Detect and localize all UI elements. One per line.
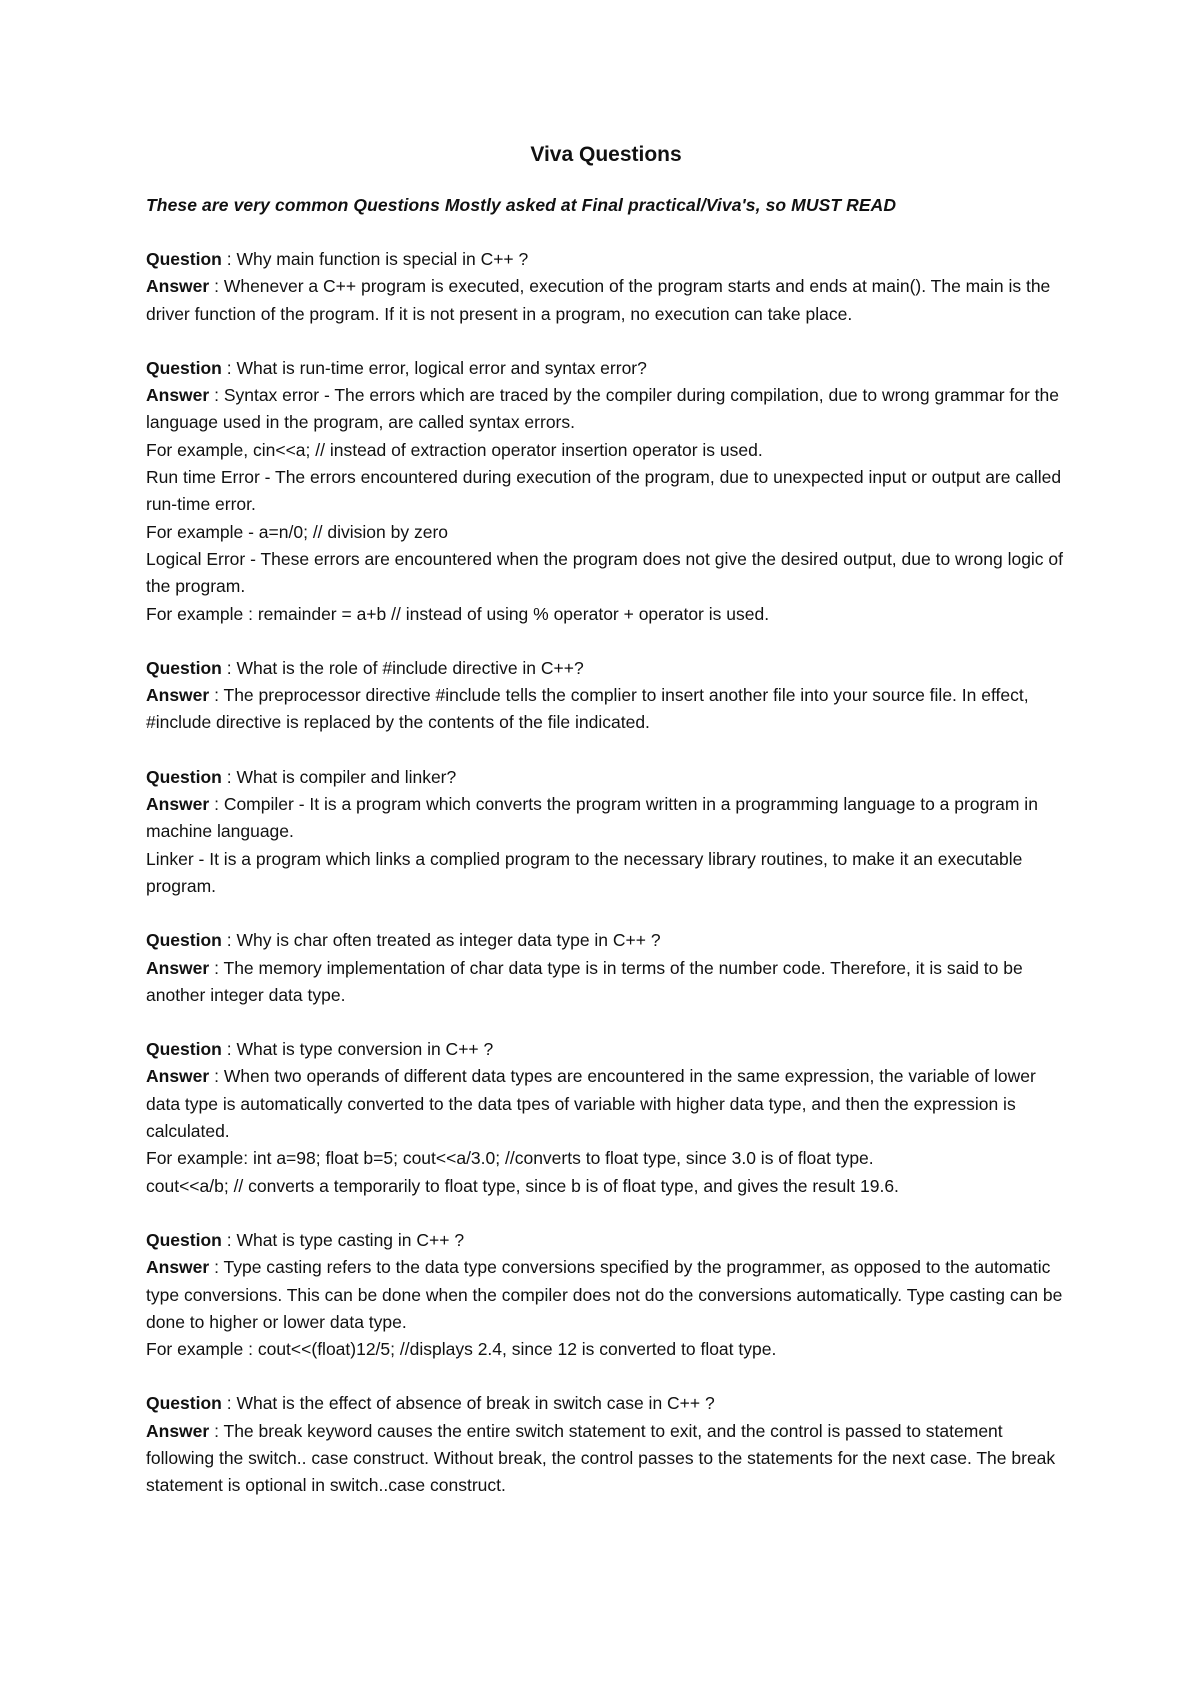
answer-label: Answer — [146, 685, 210, 706]
answer-separator: : — [209, 794, 224, 815]
answer-text: The preprocessor directive #include tells the complier to insert another file into your source file. In effect, #include directive is replaced by the contents of the file indicated. — [146, 685, 1029, 733]
qa-block — [146, 655, 1066, 737]
answer-continuation — [146, 546, 1066, 601]
question-separator: : — [221, 1039, 237, 1060]
question-text: What is the effect of absence of break in switch case in C++ ? — [236, 1393, 715, 1414]
question-line — [146, 1036, 1066, 1063]
answer-line — [146, 1063, 1066, 1145]
question-label: Question — [146, 766, 222, 787]
answer-label: Answer — [146, 1066, 210, 1087]
answer-text: When two operands of different data types are encountered in the same expression, the variable of lower data type is automatically converted to the data tpes of variable with higher data type, and then the expression is calculated. — [146, 1066, 1036, 1142]
document-page — [146, 140, 1066, 1500]
qa-block — [146, 927, 1066, 1009]
question-label: Question — [146, 249, 222, 269]
question-text: What is type conversion in C++ ? — [236, 1039, 494, 1060]
question-label: Question — [146, 1229, 222, 1250]
answer-separator: : — [209, 276, 224, 297]
answer-label: Answer — [146, 276, 210, 297]
answer-text: For example : cout<<(float)12/5; //displays 2.4, since 12 is converted to float type. — [146, 1339, 777, 1360]
qa-block — [146, 1390, 1066, 1499]
question-line — [146, 1390, 1066, 1417]
answer-continuation — [146, 1173, 1066, 1200]
question-text: Why is char often treated as integer data type in C++ ? — [236, 930, 661, 951]
answer-text: Run time Error - The errors encountered during execution of the program, due to unexpected input or output are called run-time error. — [146, 467, 1062, 515]
answer-text: The break keyword causes the entire switch statement to exit, and the control is passed to statement following the switch.. case construct. Without break, the control passes to the statements for the next case. The break statement is optional in switch..case construct. — [146, 1420, 1056, 1496]
answer-text: The memory implementation of char data type is in terms of the number code. Therefore, it is said to be another integer data type. — [146, 957, 1023, 1005]
question-line — [146, 355, 1066, 382]
answer-text: Type casting refers to the data type conversions specified by the programmer, as opposed to the automatic type conversions. This can be done when the compiler does not do the conversions automatically. Type casting can be done to higher or lower data type. — [146, 1257, 1063, 1332]
question-line — [146, 927, 1066, 954]
answer-text: Syntax error - The errors which are traced by the compiler during compilation, due to wrong grammar for the language used in the program, are called syntax errors. — [146, 385, 1059, 433]
answer-text: Linker - It is a program which links a complied program to the necessary library routines, to make it an executable program. — [146, 848, 1023, 896]
question-text: What is compiler and linker? — [236, 766, 457, 787]
question-label: Question — [146, 930, 222, 951]
answer-text: Whenever a C++ program is executed, execution of the program starts and ends at main(). The main is the driver function of the program. If it is not present in a program, no execution can take place. — [146, 276, 1051, 324]
answer-line — [146, 1418, 1066, 1500]
question-line — [146, 655, 1066, 682]
answer-label: Answer — [146, 385, 210, 406]
question-line — [146, 1227, 1066, 1254]
page-title: Viva Questions — [530, 143, 682, 166]
answer-label: Answer — [146, 794, 210, 815]
question-separator: : — [221, 766, 237, 787]
answer-label: Answer — [146, 957, 210, 978]
answer-continuation — [146, 1145, 1066, 1172]
answer-line — [146, 682, 1066, 737]
question-separator: : — [221, 357, 237, 378]
question-label: Question — [146, 1039, 222, 1060]
answer-continuation — [146, 1336, 1066, 1363]
qa-list — [146, 246, 1066, 1500]
question-text: What is the role of #include directive in C++? — [236, 657, 584, 678]
question-separator: : — [221, 249, 237, 269]
answer-text: cout<<a/b; // converts a temporarily to float type, since b is of float type, and gives the result 19.6. — [146, 1175, 899, 1196]
intro-note: These are very common Questions Mostly asked at Final practical/Viva's, so MUST READ — [146, 195, 897, 215]
qa-block — [146, 1036, 1066, 1200]
answer-text: For example - a=n/0; // division by zero — [146, 521, 449, 542]
answer-text: For example : remainder = a+b // instead of using % operator + operator is used. — [146, 603, 770, 624]
question-text: What is type casting in C++ ? — [236, 1229, 465, 1250]
qa-block — [146, 355, 1066, 628]
answer-line — [146, 273, 1066, 328]
question-line — [146, 764, 1066, 791]
question-separator: : — [221, 657, 237, 678]
answer-continuation — [146, 846, 1066, 901]
answer-line — [146, 955, 1066, 1010]
answer-separator: : — [209, 957, 224, 978]
answer-text: Compiler - It is a program which converts the program written in a programming language to a program in machine language. — [146, 794, 1038, 842]
qa-block — [146, 1227, 1066, 1363]
answer-text: Logical Error - These errors are encountered when the program does not give the desired output, due to wrong logic of the program. — [146, 548, 1064, 597]
answer-separator: : — [209, 1066, 224, 1087]
answer-separator: : — [209, 1420, 224, 1441]
qa-block — [146, 246, 1066, 328]
question-separator: : — [221, 1229, 237, 1250]
answer-label: Answer — [146, 1257, 210, 1278]
question-label: Question — [146, 1393, 222, 1414]
question-line — [146, 246, 1066, 273]
answer-continuation — [146, 601, 1066, 628]
question-separator: : — [221, 930, 237, 951]
answer-separator: : — [209, 685, 224, 706]
answer-text: For example: int a=98; float b=5; cout<<a/3.0; //converts to float type, since 3.0 is of float type. — [146, 1148, 874, 1169]
question-separator: : — [221, 1393, 237, 1414]
answer-continuation — [146, 464, 1066, 519]
qa-block — [146, 764, 1066, 900]
answer-line — [146, 1254, 1066, 1336]
question-text: Why main function is special in C++ ? — [236, 249, 529, 269]
answer-line — [146, 382, 1066, 437]
answer-continuation — [146, 437, 1066, 464]
question-text: What is run-time error, logical error and syntax error? — [236, 357, 647, 378]
question-label: Question — [146, 657, 222, 678]
answer-label: Answer — [146, 1420, 210, 1441]
answer-separator: : — [209, 385, 224, 406]
answer-text: For example, cin<<a; // instead of extraction operator insertion operator is used. — [146, 439, 763, 460]
answer-line — [146, 791, 1066, 846]
question-label: Question — [146, 357, 222, 378]
answer-continuation — [146, 519, 1066, 546]
answer-separator: : — [209, 1257, 224, 1278]
